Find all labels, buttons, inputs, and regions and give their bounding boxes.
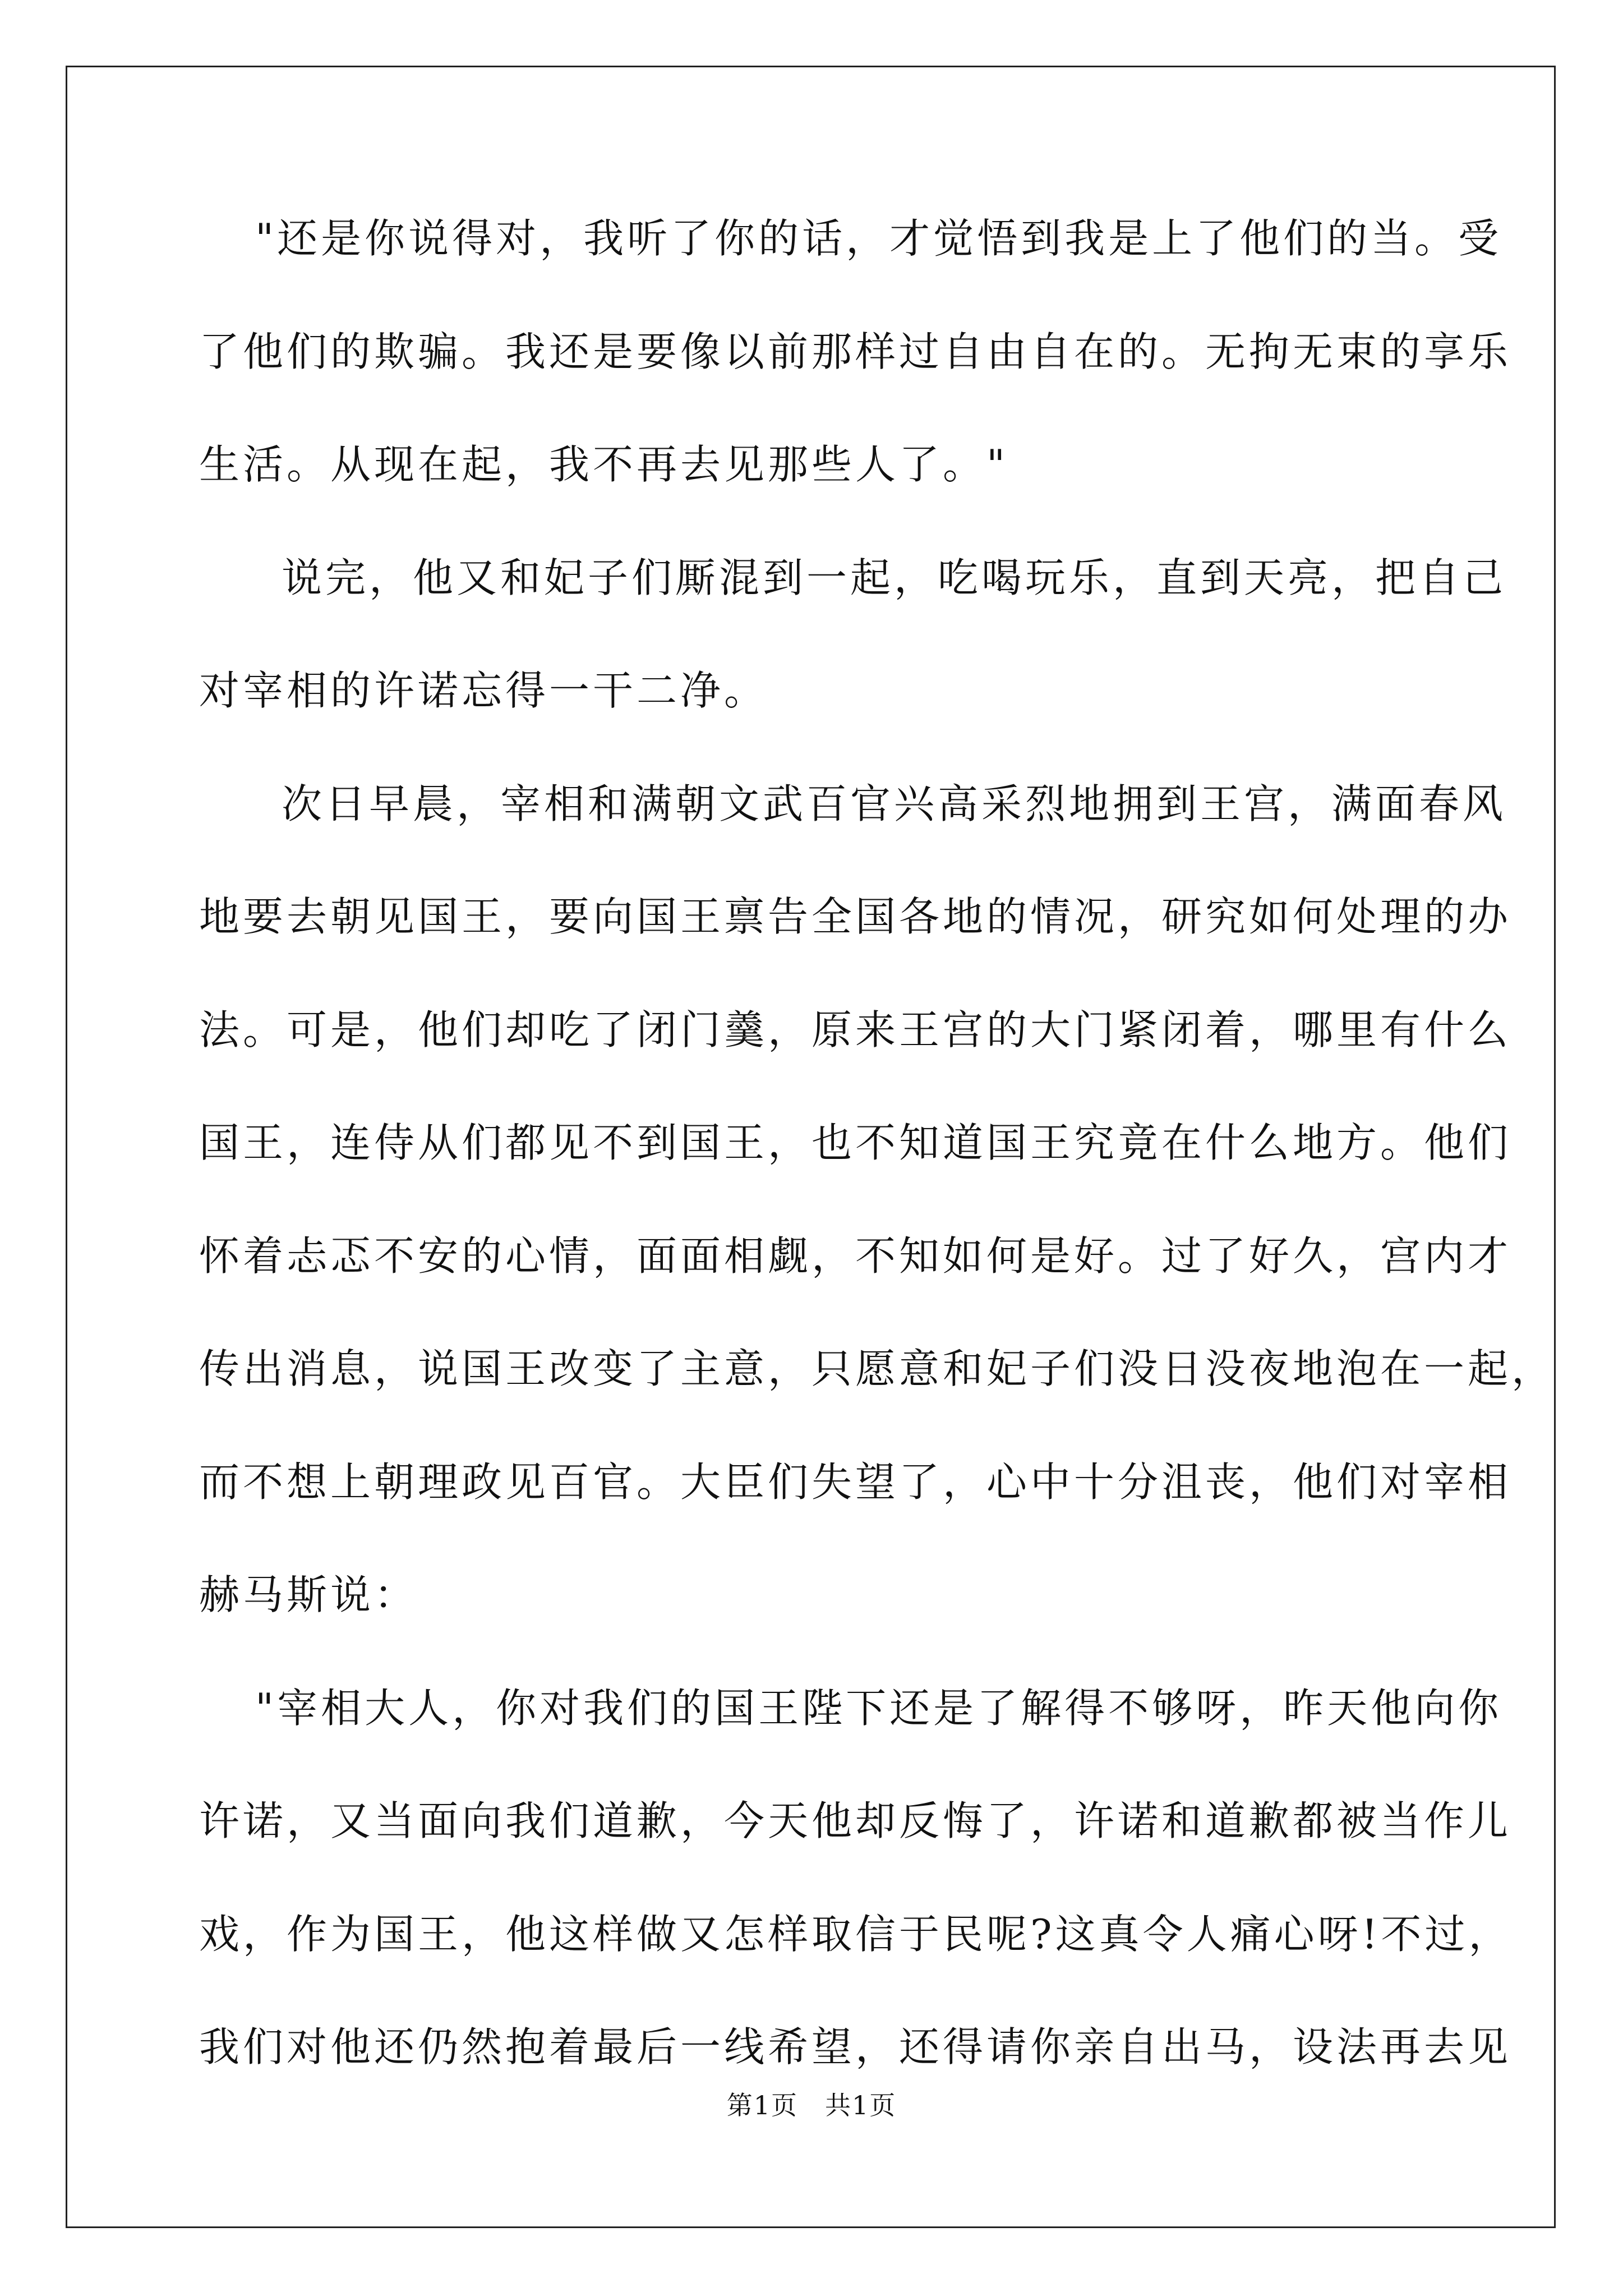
text-line: 法。可是，他们却吃了闭门羹，原来王宫的大门紧闭着，哪里有什么 — [199, 1006, 1512, 1053]
text-line: "还是你说得对，我听了你的话，才觉悟到我是上了他们的当。受 — [255, 215, 1502, 262]
text-line: 次日早晨，宰相和满朝文武百官兴高采烈地拥到王宫，满面春风 — [282, 780, 1507, 827]
text-line: 戏，作为国王，他这样做又怎样取信于民呢?这真令人痛心呀!不过， — [199, 1911, 1513, 1958]
text-line: 我们对他还仍然抱着最后一线希望，还得请你亲自出马，设法再去见 — [199, 2023, 1512, 2070]
text-line: 赫马斯说： — [199, 1571, 418, 1618]
text-line: 地要去朝见国王，要向国王禀告全国各地的情况，研究如何处理的办 — [199, 893, 1512, 940]
text-line: 生活。从现在起，我不再去见那些人了。" — [199, 441, 1009, 488]
text-line: 传出消息，说国王改变了主意，只愿意和妃子们没日没夜地泡在一起， — [199, 1345, 1556, 1392]
text-line: 而不想上朝理政见百官。大臣们失望了，心中十分沮丧，他们对宰相 — [199, 1458, 1512, 1506]
text-line: "宰相大人，你对我们的国王陛下还是了解得不够呀，昨天他向你 — [255, 1685, 1502, 1732]
page-number-footer: 第1页 共1页 — [726, 2090, 897, 2120]
text-line: 怀着忐忑不安的心情，面面相觑，不知如何是好。过了好久，宫内才 — [199, 1232, 1512, 1280]
text-line: 说完，他又和妃子们厮混到一起，吃喝玩乐，直到天亮，把自己 — [282, 554, 1507, 601]
text-line: 国王，连侍从们都见不到国王，也不知道国王究竟在什么地方。他们 — [199, 1119, 1512, 1166]
text-line: 对宰相的许诺忘得一干二净。 — [199, 667, 768, 714]
text-line: 了他们的欺骗。我还是要像以前那样过自由自在的。无拘无束的享乐 — [199, 328, 1512, 375]
text-line: 许诺，又当面向我们道歉，今天他却反悔了，许诺和道歉都被当作儿 — [199, 1797, 1512, 1844]
